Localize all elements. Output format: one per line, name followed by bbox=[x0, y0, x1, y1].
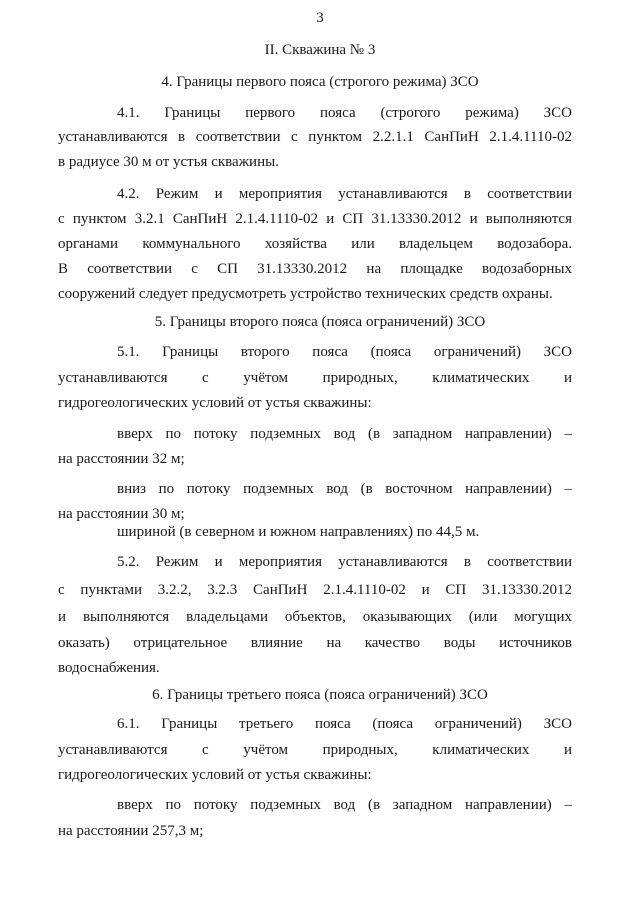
paragraph-4-2-line: с пунктом 3.2.1 СанПиН 2.1.4.1110-02 и СП 31.13330.2012 и выполняются bbox=[58, 211, 572, 227]
heading-5: 5. Границы второго пояса (пояса ограничений) ЗСО bbox=[154, 314, 486, 330]
section-title: II. Скважина № 3 bbox=[264, 42, 376, 58]
paragraph-5-1a-line: вверх по потоку подземных вод (в западном направлении) – bbox=[117, 426, 572, 442]
paragraph-5-1a-line: на расстоянии 32 м; bbox=[58, 451, 185, 467]
heading-4: 4. Границы первого пояса (строгого режима) ЗСО bbox=[161, 74, 479, 90]
paragraph-6-1-line: 6.1. Границы третьего пояса (пояса ограничений) ЗСО bbox=[117, 716, 572, 732]
paragraph-6-1-line: устанавливаются с учётом природных, климатических и bbox=[58, 742, 572, 758]
paragraph-4-1-line: устанавливаются в соответствии с пунктом 2.2.1.1 СанПиН 2.1.4.1110-02 bbox=[58, 129, 572, 145]
paragraph-6-1a-line: на расстоянии 257,3 м; bbox=[58, 823, 204, 839]
heading-6: 6. Границы третьего пояса (пояса ограничений) ЗСО bbox=[152, 687, 488, 703]
paragraph-5-1-line: устанавливаются с учётом природных, климатических и bbox=[58, 370, 572, 386]
paragraph-6-1-line: гидрогеологических условий от устья скважины: bbox=[58, 767, 372, 783]
paragraph-5-1b-line: вниз по потоку подземных вод (в восточном направлении) – bbox=[117, 481, 572, 497]
paragraph-5-2-line: и выполняются владельцами объектов, оказывающих (или могущих bbox=[58, 609, 572, 625]
paragraph-5-2-line: водоснабжения. bbox=[58, 660, 160, 676]
paragraph-5-2-line: 5.2. Режим и мероприятия устанавливаются в соответствии bbox=[117, 554, 572, 570]
page-number: 3 bbox=[316, 10, 324, 26]
paragraph-4-1-line: 4.1. Границы первого пояса (строгого режима) ЗСО bbox=[117, 105, 572, 121]
paragraph-4-2-line: 4.2. Режим и мероприятия устанавливаются в соответствии bbox=[117, 186, 572, 202]
paragraph-5-1b-line: на расстоянии 30 м; bbox=[58, 506, 185, 522]
paragraph-4-1-line: в радиусе 30 м от устья скважины. bbox=[58, 154, 279, 170]
paragraph-5-1c: шириной (в северном и южном направлениях) по 44,5 м. bbox=[117, 524, 480, 540]
paragraph-4-2-line: В соответствии с СП 31.13330.2012 на площадке водозаборных bbox=[58, 261, 572, 277]
paragraph-6-1a-line: вверх по потоку подземных вод (в западном направлении) – bbox=[117, 797, 572, 813]
paragraph-5-2-line: с пунктами 3.2.2, 3.2.3 СанПиН 2.1.4.1110-02 и СП 31.13330.2012 bbox=[58, 582, 572, 598]
paragraph-5-2-line: оказать) отрицательное влияние на качество воды источников bbox=[58, 635, 572, 651]
paragraph-5-1-line: 5.1. Границы второго пояса (пояса ограничений) ЗСО bbox=[117, 344, 572, 360]
paragraph-4-2-line: органами коммунального хозяйства или владельцем водозабора. bbox=[58, 236, 572, 252]
paragraph-4-2-line: сооружений следует предусмотреть устройство технических средств охраны. bbox=[58, 286, 553, 302]
paragraph-5-1-line: гидрогеологических условий от устья скважины: bbox=[58, 395, 372, 411]
